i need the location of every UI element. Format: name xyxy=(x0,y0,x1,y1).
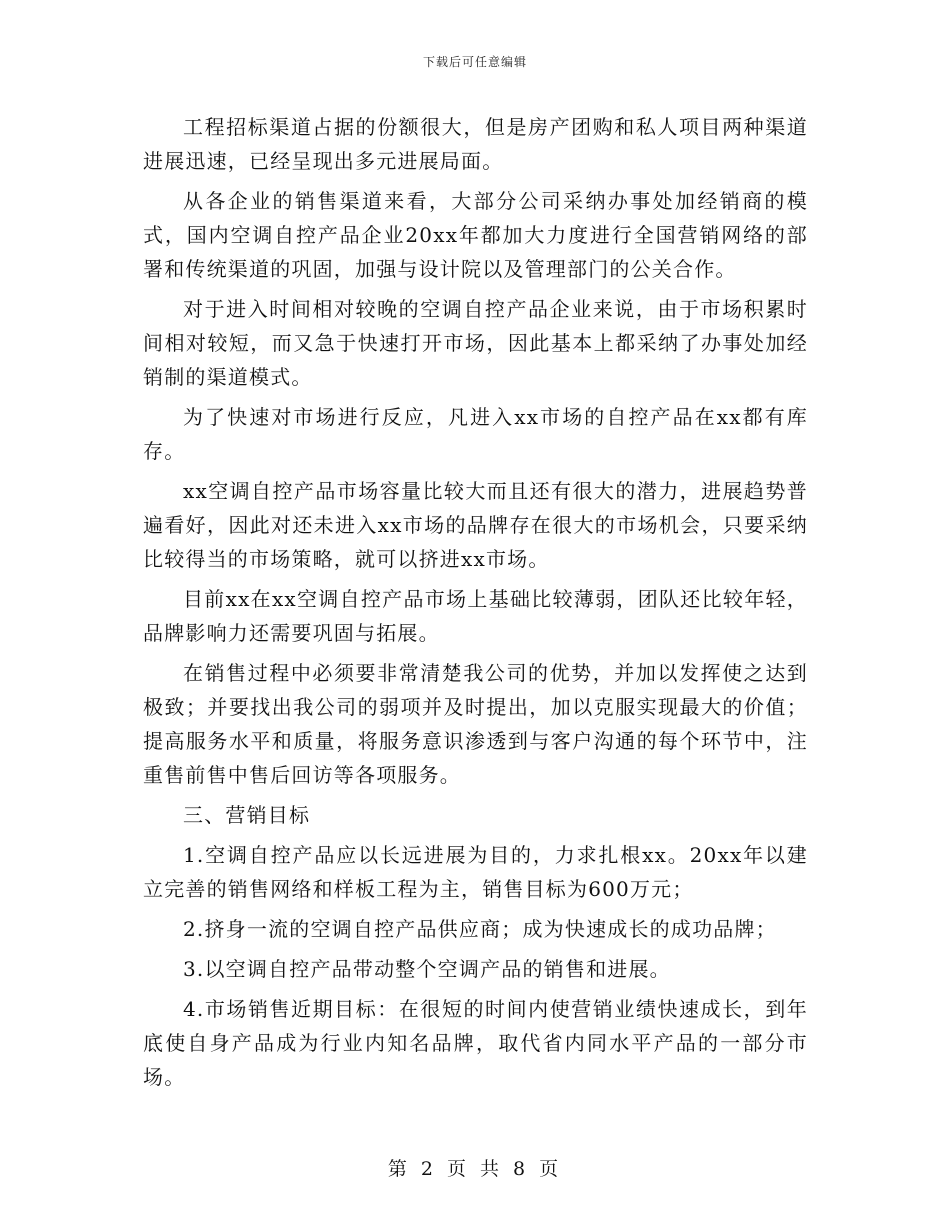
paragraph: 对于进入时间相对较晚的空调自控产品企业来说，由于市场积累时间相对较短，而又急于快速打开市场，因此基本上都采纳了办事处加经销制的渠道模式。 xyxy=(143,297,808,389)
list-item: 4.市场销售近期目标：在很短的时间内使营销业绩快速成长，到年底使自身产品成为行业内知名品牌，取代省内同水平产品的一部分市场。 xyxy=(143,997,808,1089)
list-item: 2.挤身一流的空调自控产品供应商；成为快速成长的成功品牌； xyxy=(183,917,777,941)
list-item: 1.空调自控产品应以长远进展为目的，力求扎根xx。20xx年以建立完善的销售网络和样板工程为主，销售目标为600万元； xyxy=(143,843,808,901)
document-body xyxy=(143,110,808,1100)
paragraph: 工程招标渠道占据的份额很大，但是房产团购和私人项目两种渠道进展迅速，已经呈现出多元进展局面。 xyxy=(143,115,808,173)
section-heading: 三、营销目标 xyxy=(183,803,311,827)
paragraph: xx空调自控产品市场容量比较大而且还有很大的潜力，进展趋势普遍看好，因此对还未进入xx市场的品牌存在很大的市场机会，只要采纳比较得当的市场策略，就可以挤进xx市场。 xyxy=(143,479,808,571)
list-item: 3.以空调自控产品带动整个空调产品的销售和进展。 xyxy=(183,957,671,981)
paragraph: 在销售过程中必须要非常清楚我公司的优势，并加以发挥使之达到极致；并要找出我公司的弱项并及时提出，加以克服实现最大的价值；提高服务水平和质量，将服务意识渗透到与客户沟通的每个环节中，注重售前售中售后回访等各项服务。 xyxy=(143,661,808,787)
page-header-note: 下载后可任意编辑 xyxy=(422,55,527,69)
paragraph: 为了快速对市场进行反应，凡进入xx市场的自控产品在xx都有库存。 xyxy=(143,405,808,463)
paragraph: 目前xx在xx空调自控产品市场上基础比较薄弱，团队还比较年轻，品牌影响力还需要巩固与拓展。 xyxy=(143,587,808,645)
page-number-footer: 第 2 页 共 8 页 xyxy=(387,1158,563,1180)
paragraph: 从各企业的销售渠道来看，大部分公司采纳办事处加经销商的模式，国内空调自控产品企业20xx年都加大力度进行全国营销网络的部署和传统渠道的巩固，加强与设计院以及管理部门的公关合作。 xyxy=(143,189,808,281)
